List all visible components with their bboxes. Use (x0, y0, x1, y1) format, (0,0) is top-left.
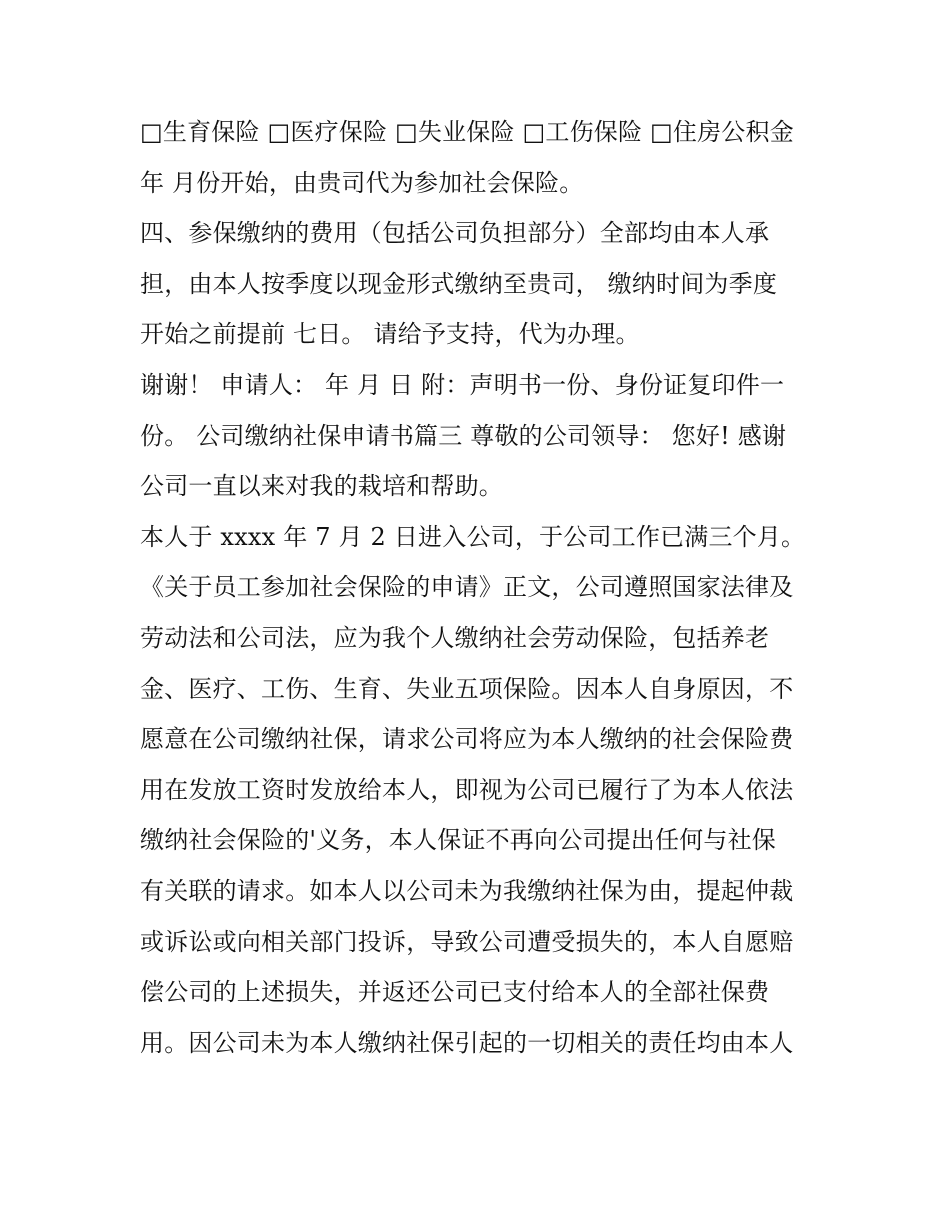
document-body (140, 107, 820, 1068)
text-line: 《关于员工参加社会保险的申请》正文，公司遵照国家法律及 (140, 573, 794, 602)
text-line: 份。 公司缴纳社保申请书篇三 尊敬的公司领导： 您好! 感谢 (140, 421, 787, 450)
text-line: 或诉讼或向相关部门投诉，导致公司遭受损失的，本人自愿赔 (140, 927, 794, 956)
text-line: 公司一直以来对我的栽培和帮助。 (140, 472, 503, 501)
text-line: 四、参保缴纳的费用（包括公司负担部分）全部均由本人承 (140, 219, 770, 248)
text-line: 偿公司的上述损失，并返还公司已支付给本人的全部社保费 (140, 978, 770, 1007)
text-line: 劳动法和公司法，应为我个人缴纳社会劳动保险，包括养老 (140, 623, 770, 652)
text-line: 年 月份开始，由贵司代为参加社会保险。 (140, 168, 584, 197)
text-line: 本人于 xxxx 年 7 月 2 日进入公司，于公司工作已满三个月。 (140, 522, 806, 551)
text-line: 缴纳社会保险的'义务，本人保证不再向公司提出任何与社保 (140, 826, 776, 855)
text-line: 开始之前提前 七日。 请给予支持，代为办理。 (140, 320, 640, 349)
text-line: 用在发放工资时发放给本人，即视为公司已履行了为本人依法 (140, 775, 794, 804)
text-line: □生育保险 □医疗保险 □失业保险 □工伤保险 □住房公积金 (140, 118, 794, 146)
text-line: 金、医疗、工伤、生育、失业五项保险。因本人自身原因，不 (140, 674, 794, 703)
text-line: 担，由本人按季度以现金形式缴纳至贵司， 缴纳时间为季度 (140, 269, 778, 298)
text-line: 谢谢！ 申请人： 年 月 日 附：声明书一份、身份证复印件一 (140, 370, 785, 399)
text-line: 用。因公司未为本人缴纳社保引起的一切相关的责任均由本人 (140, 1028, 794, 1057)
text-line: 有关联的请求。如本人以公司未为我缴纳社保为由，提起仲裁 (140, 876, 794, 905)
text-line: 愿意在公司缴纳社保，请求公司将应为本人缴纳的社会保险费 (140, 725, 794, 754)
